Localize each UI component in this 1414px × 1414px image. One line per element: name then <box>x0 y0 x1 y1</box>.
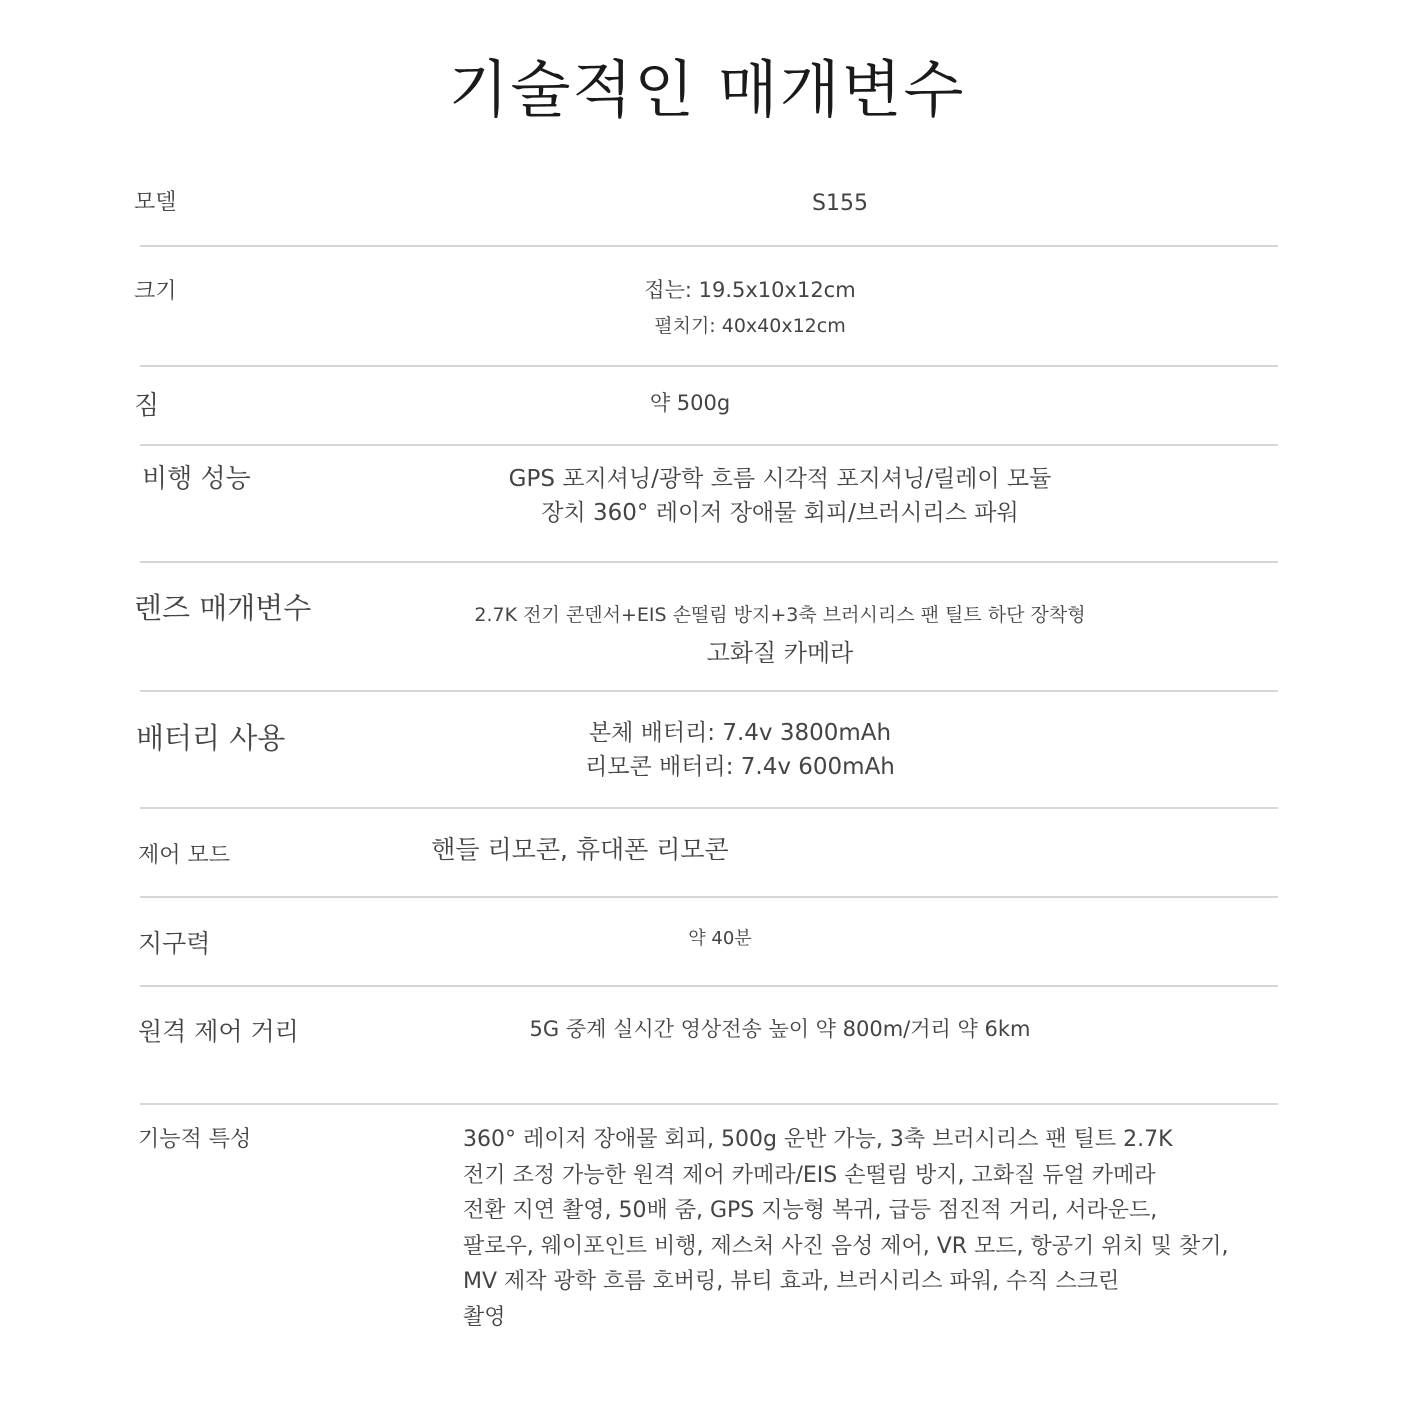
feature-line: 360° 레이저 장애물 회피, 500g 운반 가능, 3축 브러시리스 팬 틸트 2.7K <box>463 1127 1173 1152</box>
spec-value-line: 2.7K 전기 콘덴서+EIS 손떨림 방지+3축 브러시리스 팬 틸트 하단 장착형 <box>474 604 1086 626</box>
feature-line: 팔로우, 웨이포인트 비행, 제스처 사진 음성 제어, VR 모드, 항공기 위치 및 찾기, <box>463 1233 1229 1259</box>
spec-value-lens <box>420 596 1140 672</box>
spec-value-features <box>463 1122 1263 1335</box>
spec-row-range <box>140 1010 1278 1050</box>
spec-value-line: 약 500g <box>649 391 731 415</box>
spec-row-lens <box>134 584 1278 667</box>
spec-value-line: 고화질 카메라 <box>706 639 854 667</box>
row-divider <box>140 1103 1278 1105</box>
spec-row-size <box>134 272 1278 342</box>
spec-row-weight <box>134 385 1278 425</box>
spec-value-line: 본체 배터리: 7.4v 3800mAh <box>588 720 892 746</box>
feature-line: 전환 지연 촬영, 50배 줌, GPS 지능형 복귀, 급등 점진적 거리, 서라운드, <box>463 1198 1158 1223</box>
feature-line: 전기 조정 가능한 원격 제어 카메라/EIS 손떨림 방지, 고화질 듀얼 카메라 <box>463 1162 1156 1188</box>
row-divider <box>140 690 1278 692</box>
spec-label-control: 제어 모드 <box>138 843 231 868</box>
spec-value-battery <box>540 716 940 784</box>
spec-row-control <box>140 834 1278 874</box>
row-divider <box>140 245 1278 247</box>
spec-value-model <box>140 189 1414 219</box>
spec-value-line: 약 40분 <box>688 928 752 949</box>
spec-label-size: 크기 <box>134 279 177 304</box>
spec-value-line: S155 <box>812 191 868 216</box>
spec-label-endurance: 지구력 <box>138 929 211 958</box>
spec-value-line: 5G 중계 실시간 영상전송 높이 약 800m/거리 약 6km <box>529 1017 1031 1041</box>
row-divider <box>140 807 1278 809</box>
spec-value-weight <box>540 388 840 418</box>
spec-value-size <box>540 272 960 344</box>
spec-row-model <box>134 185 1278 225</box>
row-divider <box>140 365 1278 367</box>
spec-label-range: 원격 제어 거리 <box>138 1017 299 1046</box>
spec-label-features: 기능적 특성 <box>138 1127 252 1152</box>
row-divider <box>140 896 1278 898</box>
spec-value-line: 핸들 리모콘, 휴대폰 리모콘 <box>431 835 729 864</box>
row-divider <box>140 561 1278 563</box>
spec-value-flight <box>430 462 1130 530</box>
row-divider <box>140 444 1278 446</box>
feature-line: 촬영 <box>463 1304 506 1330</box>
spec-value-endurance <box>600 926 840 952</box>
spec-value-control <box>410 834 750 866</box>
feature-line: MV 제작 광학 흐름 호버링, 뷰티 효과, 브러시리스 파워, 수직 스크린 <box>463 1269 1120 1294</box>
spec-value-line: 리모콘 배터리: 7.4v 600mAh <box>585 754 895 780</box>
spec-row-endurance <box>140 922 1278 962</box>
spec-label-weight: 짐 <box>134 391 160 421</box>
page-title: 기술적인 매개변수 <box>448 53 966 126</box>
spec-value-line: GPS 포지셔닝/광학 흐름 시각적 포지셔닝/릴레이 모듈 <box>508 466 1052 492</box>
spec-value-range <box>500 1014 1060 1044</box>
spec-label-flight: 비행 성능 <box>142 464 251 494</box>
spec-value-line: 펼치기: 40x40x12cm <box>654 315 846 337</box>
spec-row-flight <box>140 458 1278 538</box>
row-divider <box>140 985 1278 987</box>
spec-value-line: 장치 360° 레이저 장애물 회피/브러시리스 파워 <box>541 500 1019 526</box>
spec-row-battery <box>136 714 1278 794</box>
spec-value-line: 접는: 19.5x10x12cm <box>644 278 856 302</box>
spec-label-battery: 배터리 사용 <box>136 721 286 755</box>
spec-label-model: 모델 <box>134 190 177 215</box>
spec-label-lens: 렌즈 매개변수 <box>134 591 312 625</box>
